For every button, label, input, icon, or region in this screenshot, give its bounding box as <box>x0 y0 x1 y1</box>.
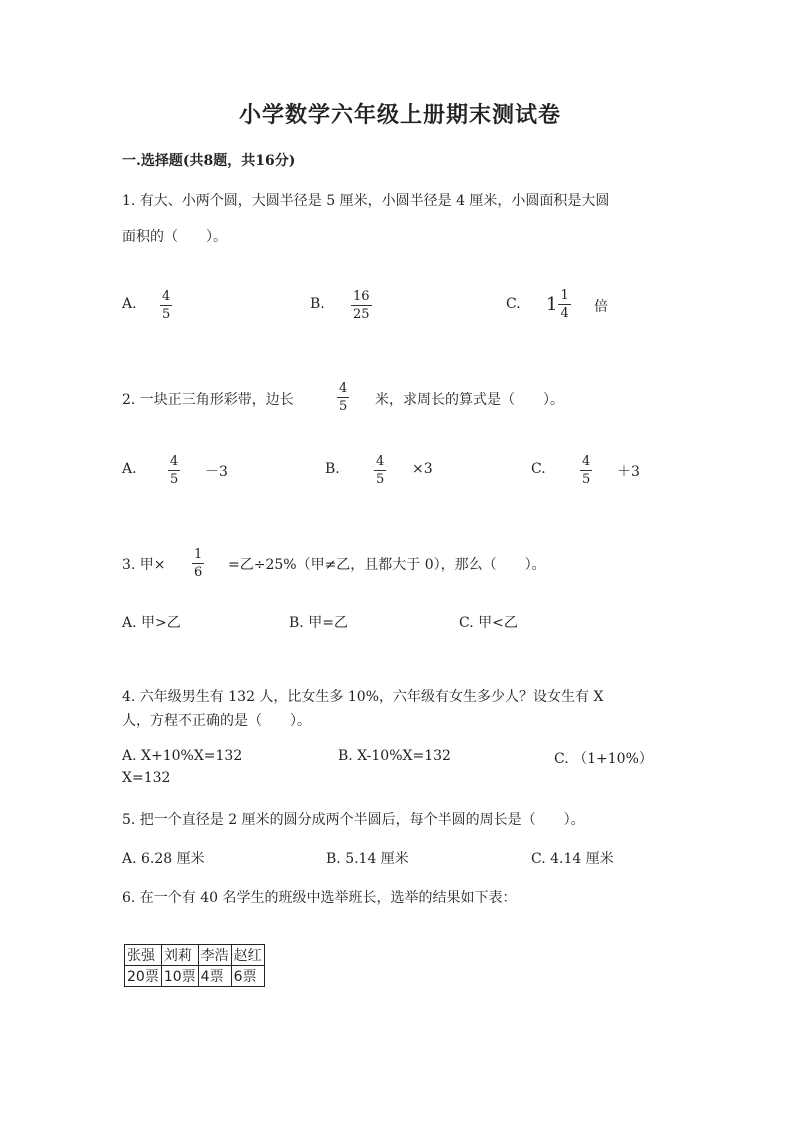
q1-option-c-suffix: 倍 <box>594 299 608 315</box>
page-title: 小学数学六年级上册期末测试卷 <box>238 102 561 128</box>
q3-option-c: C. 甲<乙 <box>459 615 518 631</box>
fraction-denominator: 5 <box>170 472 179 487</box>
q4-option-c-continued: X=132 <box>122 770 171 786</box>
vote-results-table <box>124 944 265 987</box>
fraction-denominator: 5 <box>376 472 385 487</box>
fraction-denominator: 5 <box>162 307 171 322</box>
q1-option-b-label: B. <box>310 296 325 312</box>
q4-option-a: A. X+10%X=132 <box>122 748 243 764</box>
fraction-denominator: 4 <box>560 306 569 321</box>
table-cell: 赵红 <box>231 945 264 966</box>
q1-option-c-label: C. <box>506 296 521 312</box>
q4-option-b: B. X-10%X=132 <box>338 748 451 764</box>
fraction-denominator: 5 <box>339 399 348 414</box>
q5-option-b: B. 5.14 厘米 <box>326 851 409 867</box>
q1-option-c-mixed-number <box>546 289 571 320</box>
q1-option-c-fraction <box>558 289 570 320</box>
section-heading: 一.选择题(共8题，共16分) <box>122 153 296 169</box>
q4-option-c: C. （1+10%） <box>554 751 653 767</box>
q5-text: 5. 把一个直径是 2 厘米的圆分成两个半圆后，每个半圆的周长是（ ）。 <box>122 812 585 828</box>
q6-text: 6. 在一个有 40 名学生的班级中选举班长，选举的结果如下表： <box>122 890 517 906</box>
fraction-denominator: 25 <box>353 307 370 322</box>
q2-option-c-label: C. <box>531 461 546 477</box>
q3-text-suffix: =乙÷25%（甲≠乙，且都大于 0），那么（ ）。 <box>228 557 546 573</box>
table-cell: 李浩 <box>198 945 231 966</box>
mixed-whole: 1 <box>546 294 558 315</box>
q1-option-a-fraction <box>160 290 172 321</box>
q1-option-b-fraction <box>351 290 372 321</box>
table-cell: 20票 <box>125 966 162 987</box>
fraction-numerator: 16 <box>353 289 370 304</box>
q3-text-prefix: 3. 甲× <box>122 557 166 573</box>
q1-text-line1: 1. 有大、小两个圆，大圆半径是 5 厘米，小圆半径是 4 厘米，小圆面积是大圆 <box>122 193 610 209</box>
q3-fraction <box>192 548 204 579</box>
table-cell: 刘莉 <box>161 945 198 966</box>
q3-option-b: B. 甲=乙 <box>289 615 348 631</box>
q2-option-c-fraction <box>580 455 592 486</box>
q2-option-a-operation: －3 <box>205 464 228 480</box>
q2-text-prefix: 2. 一块正三角形彩带，边长 <box>122 392 294 408</box>
table-row <box>125 966 265 987</box>
q3-option-a: A. 甲>乙 <box>122 615 181 631</box>
table-cell: 张强 <box>125 945 162 966</box>
fraction-numerator: 4 <box>376 454 385 469</box>
q1-option-a-label: A. <box>122 296 137 312</box>
table-cell: 10票 <box>161 966 198 987</box>
q4-text-line1: 4. 六年级男生有 132 人，比女生多 10%，六年级有女生多少人？设女生有 X <box>122 689 604 705</box>
q5-option-c: C. 4.14 厘米 <box>531 851 614 867</box>
fraction-numerator: 1 <box>194 547 203 562</box>
table-cell: 6票 <box>231 966 264 987</box>
q2-option-a-label: A. <box>122 461 137 477</box>
fraction-denominator: 5 <box>582 472 591 487</box>
fraction-numerator: 4 <box>170 454 179 469</box>
q2-fraction <box>337 382 349 413</box>
fraction-denominator: 6 <box>194 565 203 580</box>
q2-option-a-fraction <box>168 455 180 486</box>
q2-option-b-fraction <box>374 455 386 486</box>
q4-text-line2: 人，方程不正确的是（ ）。 <box>122 713 311 729</box>
table-cell: 4票 <box>198 966 231 987</box>
q5-option-a: A. 6.28 厘米 <box>122 851 205 867</box>
q2-option-b-operation: ×3 <box>412 461 433 477</box>
q2-text-suffix: 米，求周长的算式是（ ）。 <box>375 392 564 408</box>
table-row <box>125 945 265 966</box>
q2-option-c-operation: ＋3 <box>617 464 640 480</box>
fraction-numerator: 4 <box>582 454 591 469</box>
fraction-numerator: 4 <box>162 289 171 304</box>
fraction-numerator: 1 <box>560 288 569 303</box>
fraction-numerator: 4 <box>339 381 348 396</box>
q1-text-line2: 面积的（ ）。 <box>122 229 227 245</box>
q2-option-b-label: B. <box>325 461 340 477</box>
